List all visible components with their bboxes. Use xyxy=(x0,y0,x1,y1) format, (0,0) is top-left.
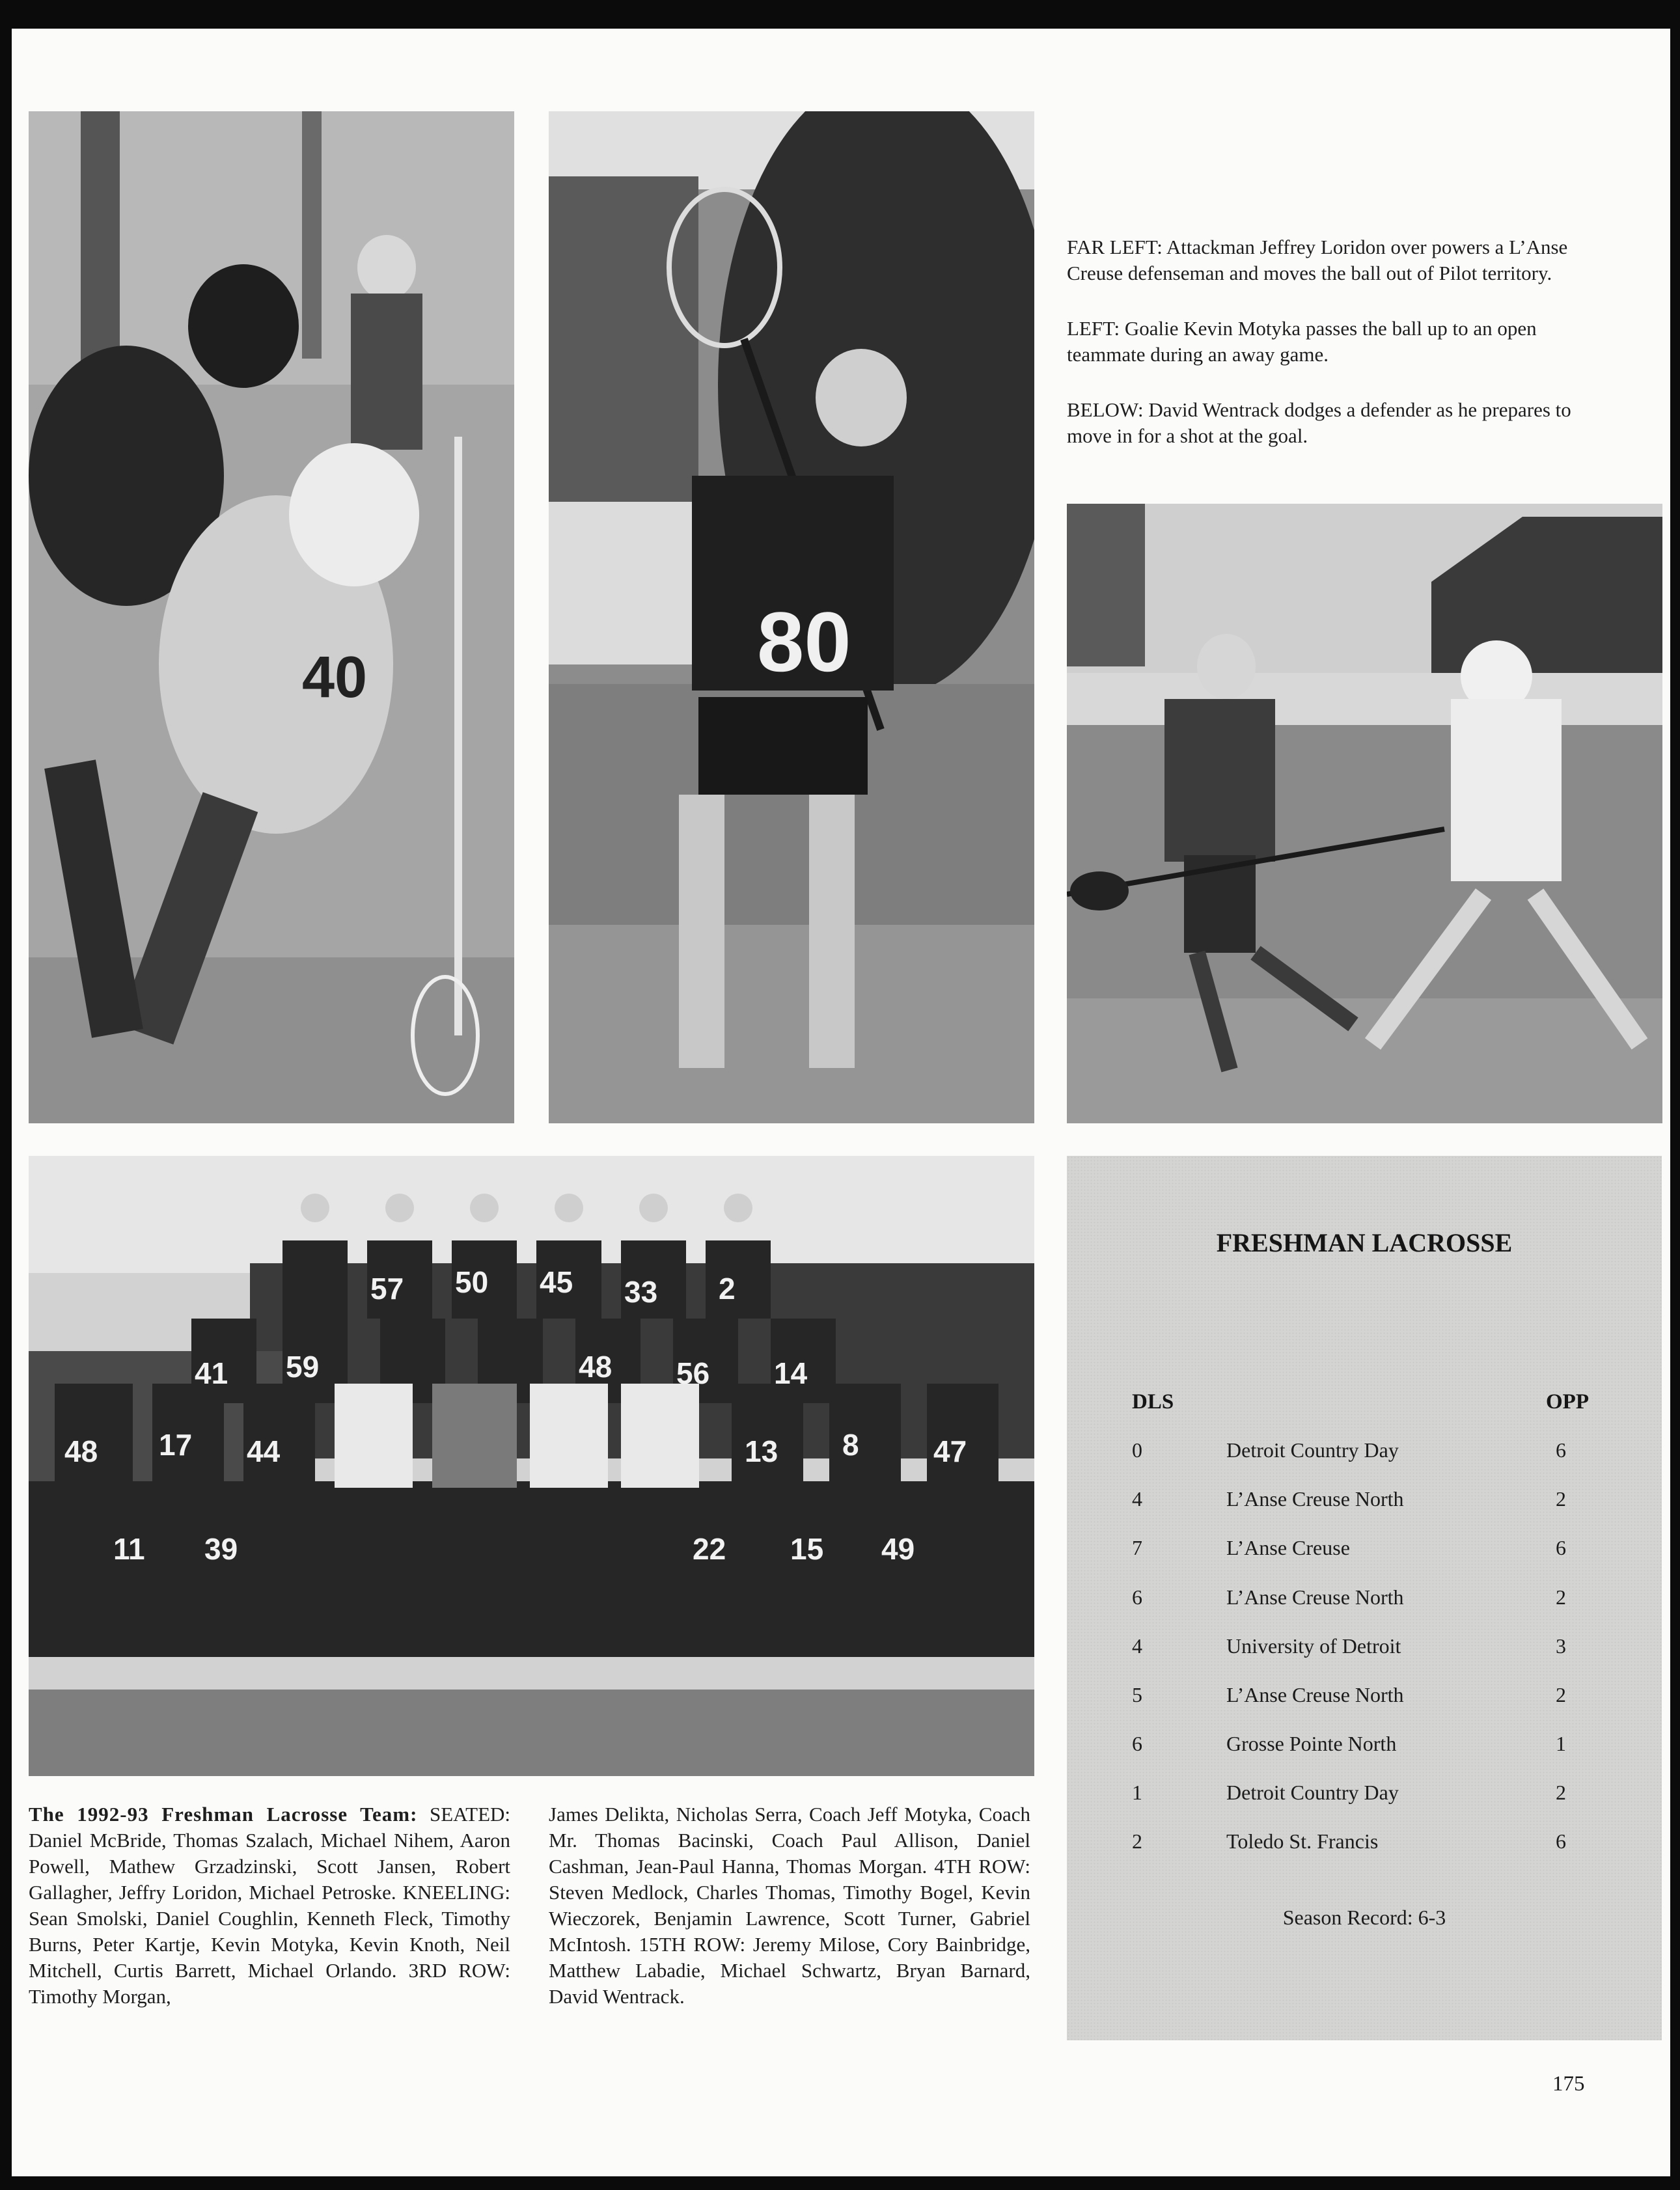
jersey-number: 45 xyxy=(540,1265,573,1299)
jersey-number: 49 xyxy=(881,1532,915,1566)
score-opp: 2 xyxy=(1556,1585,1566,1609)
photo-wentrack-image xyxy=(1067,504,1662,1123)
score-opp: 2 xyxy=(1556,1487,1566,1511)
score-opp: 2 xyxy=(1556,1781,1566,1804)
jersey-number: 2 xyxy=(719,1272,736,1306)
yearbook-page xyxy=(12,29,1670,2176)
score-dls: 5 xyxy=(1132,1683,1142,1706)
score-dls: 4 xyxy=(1132,1487,1142,1511)
opponent-name: Detroit Country Day xyxy=(1226,1781,1399,1804)
team-roster-caption-col1 xyxy=(29,1801,510,2010)
team-roster-caption-col2 xyxy=(549,1801,1030,2010)
photo-attackman-image xyxy=(29,111,514,1123)
score-row xyxy=(1067,1732,1662,1758)
jersey-number: 57 xyxy=(370,1272,404,1306)
opponent-name: L’Anse Creuse North xyxy=(1226,1585,1404,1609)
team-roster-text-1: SEATED: Daniel McBride, Thomas Szalach, Michael Nihem, Aaron Powell, Mathew Grzadzinski, Scott Jansen, Robert Gallagher, Jeffry Loridon, Michael Petroske. KNEELING: Sean Smolski, Daniel Coughlin, Kenneth Fleck, Timothy Burns, Peter Kartje, Kevin Motyka, Kevin Knoth, Neil Mitchell, Curtis Barrett, Michael Orlando. 3RD ROW: Timothy Morgan, xyxy=(29,1803,510,2008)
opponent-name: Detroit Country Day xyxy=(1226,1438,1399,1462)
jersey-number: 80 xyxy=(757,594,851,689)
jersey-number: 40 xyxy=(302,645,368,710)
photo-team-group xyxy=(29,1156,1034,1776)
score-dls: 2 xyxy=(1132,1829,1142,1853)
freshman-lacrosse-scoreboard xyxy=(1067,1156,1662,2040)
jersey-number: 8 xyxy=(842,1428,859,1462)
score-dls: 6 xyxy=(1132,1585,1142,1609)
jersey-number: 50 xyxy=(455,1265,489,1299)
score-dls: 7 xyxy=(1132,1536,1142,1559)
jersey-number: 48 xyxy=(64,1434,98,1468)
score-opp: 6 xyxy=(1556,1536,1566,1559)
photo-wentrack xyxy=(1067,504,1662,1123)
caption-below: BELOW: David Wentrack dodges a defender as he prepares to move in for a shot at the goal. xyxy=(1067,398,1571,447)
score-dls: 0 xyxy=(1132,1438,1142,1462)
jersey-number: 44 xyxy=(247,1434,281,1468)
photo-team-image xyxy=(29,1156,1034,1776)
jersey-number: 14 xyxy=(774,1356,808,1390)
score-opp: 6 xyxy=(1556,1829,1566,1853)
opponent-name: Toledo St. Francis xyxy=(1226,1829,1379,1853)
jersey-number: 47 xyxy=(933,1434,967,1468)
jersey-number: 15 xyxy=(790,1532,824,1566)
photo-attackman-loridon xyxy=(29,111,514,1123)
opponent-name: L’Anse Creuse North xyxy=(1226,1487,1404,1511)
jersey-number: 22 xyxy=(693,1532,726,1566)
team-roster-heading: The 1992-93 Freshman Lacrosse Team: xyxy=(29,1803,418,1826)
opponent-name: L’Anse Creuse xyxy=(1226,1536,1350,1559)
photo-goalie-image xyxy=(549,111,1034,1123)
score-row xyxy=(1067,1536,1662,1562)
caption-far-left: FAR LEFT: Attackman Jeffrey Loridon over powers a L’Anse Creuse defenseman and moves the ball out of Pilot territory. xyxy=(1067,236,1568,284)
score-opp: 3 xyxy=(1556,1634,1566,1658)
jersey-number: 48 xyxy=(579,1350,613,1384)
opponent-name: Grosse Pointe North xyxy=(1226,1732,1397,1755)
jersey-number: 33 xyxy=(624,1275,658,1309)
jersey-number: 11 xyxy=(113,1532,145,1566)
score-row xyxy=(1067,1487,1662,1513)
score-opp: 2 xyxy=(1556,1683,1566,1706)
scoreboard-head-dls: DLS xyxy=(1132,1390,1174,1414)
season-record: Season Record: 6-3 xyxy=(1282,1906,1446,1929)
opponent-name: L’Anse Creuse North xyxy=(1226,1683,1404,1706)
score-row xyxy=(1067,1438,1662,1464)
score-dls: 4 xyxy=(1132,1634,1142,1658)
score-dls: 1 xyxy=(1132,1781,1142,1804)
page-number: 175 xyxy=(1552,2072,1585,2096)
jersey-number: 41 xyxy=(195,1356,228,1390)
score-row xyxy=(1067,1683,1662,1709)
scoreboard-head-opp: OPP xyxy=(1546,1390,1589,1414)
score-row xyxy=(1067,1585,1662,1611)
jersey-number: 39 xyxy=(204,1532,238,1566)
scoreboard-title: FRESHMAN LACROSSE xyxy=(1216,1228,1513,1257)
photo-captions xyxy=(1067,234,1607,478)
score-row xyxy=(1067,1829,1662,1855)
score-opp: 1 xyxy=(1556,1732,1566,1755)
caption-left: LEFT: Goalie Kevin Motyka passes the ball up to an open teammate during an away game. xyxy=(1067,317,1537,366)
opponent-name: University of Detroit xyxy=(1226,1634,1401,1658)
photo-goalie-motyka xyxy=(549,111,1034,1123)
jersey-number: 13 xyxy=(745,1434,778,1468)
jersey-number: 56 xyxy=(676,1356,710,1390)
score-dls: 6 xyxy=(1132,1732,1142,1755)
score-row xyxy=(1067,1781,1662,1807)
team-roster-text-2: James Delikta, Nicholas Serra, Coach Jeff Motyka, Coach Mr. Thomas Bacinski, Coach Paul Allison, Daniel Cashman, Jean-Paul Hanna, Thomas Morgan. 4TH ROW: Steven Medlock, Charles Thomas, Timothy Bogel, Kevin Wieczorek, Benjamin Lawrence, Scott Turner, Gabriel McIntosh. 15TH ROW: Jeremy Milose, Cory Bainbridge, Matthew Labadie, Michael Schwartz, Bryan Barnard, David Wentrack. xyxy=(549,1803,1030,2008)
score-row xyxy=(1067,1634,1662,1660)
jersey-number: 17 xyxy=(159,1428,193,1462)
score-opp: 6 xyxy=(1556,1438,1566,1462)
jersey-number: 59 xyxy=(286,1350,320,1384)
